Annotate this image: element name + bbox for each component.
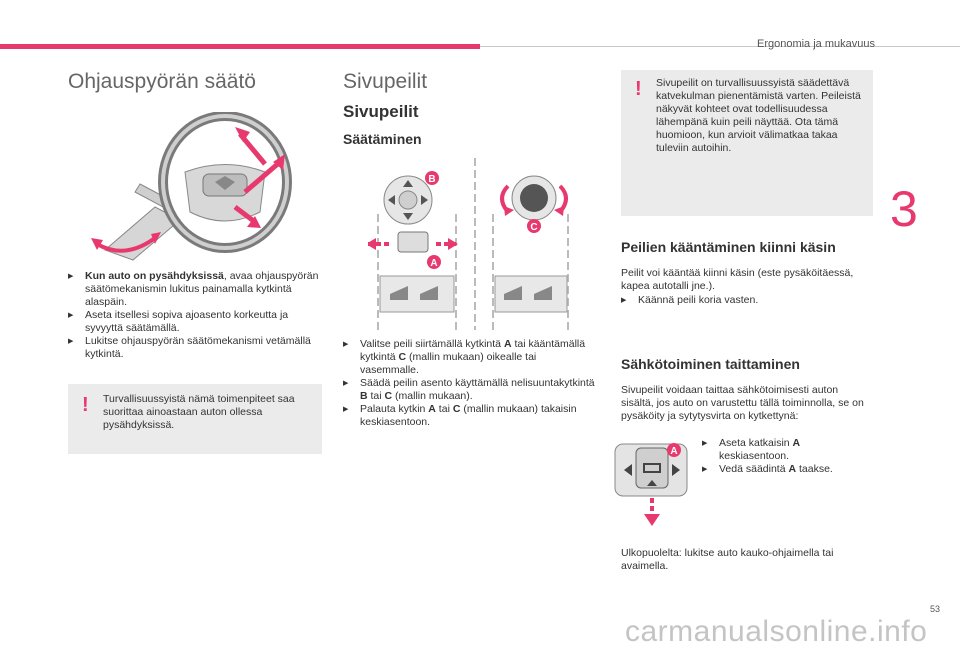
label-c: C xyxy=(530,222,538,233)
mirrors-warning-text: Sivupeilit on turvallisuussyistä säädettävä katvekulman pienentämistä varten. Peileistä näkyvät kohteet ovat todellisuudessa lähempänä kuin peili näyttää. Ota tämä huomioon, kun arvioit välimatkaa takaa tuleviin autoihin. xyxy=(656,77,861,154)
manual-fold-text: Peilit voi kääntää kiinni käsin (este pysäköitäessä, kapea autotalli jne.). xyxy=(621,267,854,292)
label-a: A xyxy=(430,258,438,269)
list-item: ▶ Kun auto on pysähdyksissä, avaa ohjauspyörän säätömekanismin lukitus painamalla kytkintä alaspäin. xyxy=(68,270,323,309)
list-item: ▶ Lukitse ohjauspyörän säätömekanismi vetämällä kytkintä. xyxy=(68,335,323,361)
watermark: carmanualsonline.info xyxy=(625,615,928,648)
list-item: ▶ Palauta kytkin A tai C (mallin mukaan) takaisin keskiasentoon. xyxy=(343,403,598,429)
section-title: Ergonomia ja mukavuus xyxy=(756,38,875,50)
label-a2: A xyxy=(670,446,678,457)
steering-warning-text: Turvallisuussyistä nämä toimenpiteet saa suorittaa ainoastaan auton ollessa pysähdyksissä. xyxy=(103,393,295,431)
list-item: ▶ Aseta katkaisin A keskiasentoon. xyxy=(702,437,862,463)
warning-icon: ! xyxy=(635,78,642,100)
mirrors-subtitle: Sivupeilit xyxy=(343,102,419,121)
steering-title: Ohjauspyörän säätö xyxy=(68,70,256,93)
fold-switch-illustration xyxy=(610,438,700,530)
warning-icon: ! xyxy=(82,394,89,416)
outside-fold-text: Ulkopuolelta: lukitse auto kauko-ohjaimella tai avaimella. xyxy=(621,547,834,572)
mirrors-warning-box xyxy=(621,70,873,216)
steering-wheel-illustration xyxy=(85,112,295,262)
electric-fold-title: Sähkötoiminen taittaminen xyxy=(621,356,800,372)
mirror-controls-illustration xyxy=(368,158,588,330)
page-number: 53 xyxy=(930,604,941,614)
list-item: ▶ Säädä peilin asento käyttämällä nelisuuntakytkintä B tai C (mallin mukaan). xyxy=(343,377,598,403)
header-divider xyxy=(480,46,960,47)
list-item: ▶ Aseta itsellesi sopiva ajoasento korkeutta ja syvyyttä säätämällä. xyxy=(68,309,323,335)
mirror-steps xyxy=(343,338,598,429)
list-item: ▶ Valitse peili siirtämällä kytkintä A tai kääntämällä kytkintä C (mallin mukaan) oikealle tai vasemmalle. xyxy=(343,338,598,377)
electric-fold-text: Sivupeilit voidaan taittaa sähkötoimisesti auton sisältä, jos auto on varustettu tällä toiminnolla, se on pysäköity ja sytytysvirta on kytkettynä: xyxy=(621,384,864,422)
steering-warning-box xyxy=(68,384,322,454)
chapter-number: 3 xyxy=(890,181,918,237)
adjust-title: Säätäminen xyxy=(343,131,422,147)
manual-fold-title: Peilien kääntäminen kiinni käsin xyxy=(621,239,836,255)
list-item: ▶ Vedä säädintä A taakse. xyxy=(702,463,862,476)
manual-fold-step: ▶ Käännä peili koria vasten. xyxy=(621,294,861,307)
header-accent-bar xyxy=(0,44,480,49)
label-b: B xyxy=(428,174,436,185)
steering-steps xyxy=(68,270,323,361)
mirrors-title: Sivupeilit xyxy=(343,70,428,93)
electric-steps xyxy=(702,437,862,476)
